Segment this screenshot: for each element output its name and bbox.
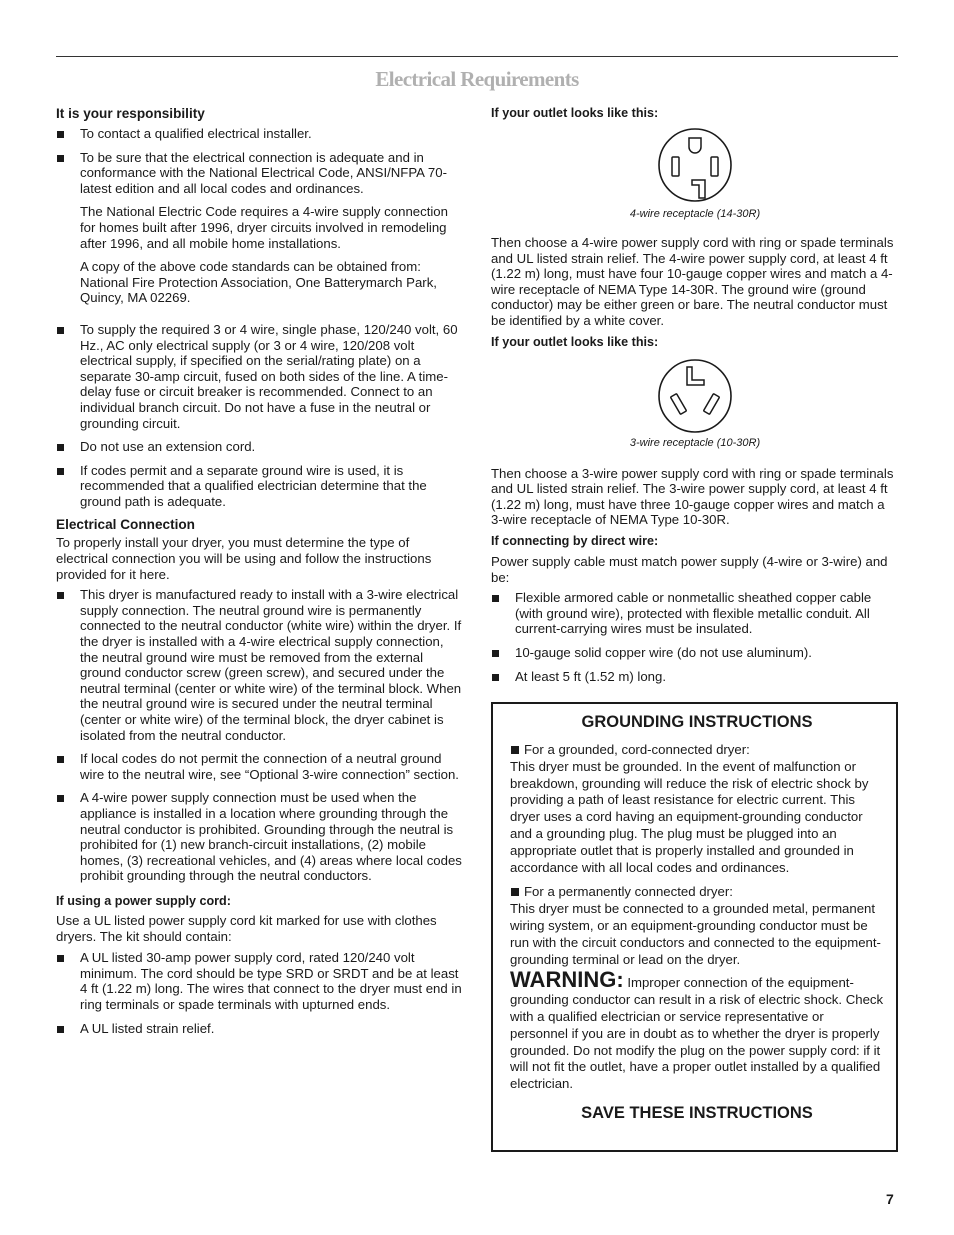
caption-4wire: 4-wire receptacle (14-30R) <box>629 208 761 220</box>
direct-wire-list <box>491 590 899 684</box>
permanent-label: For a permanently connected dryer: <box>510 884 884 901</box>
list-item: A UL listed 30-amp power supply cord, rated 120/240 volt minimum. The cord should be type SRD or SRDT and be at least 4 ft (1.22 m) long. The wires that connect to the dryer must end in ring terminals or spade terminals with upturned ends. <box>56 950 464 1012</box>
list-item: Do not use an extension cord. <box>56 439 464 455</box>
3-wire-receptacle-icon <box>656 357 734 435</box>
list-item: To be sure that the electrical connection is adequate and in conformance with the National Electrical Code, ANSI/NFPA 70-latest edition and all local codes and ordinances. <box>56 150 464 197</box>
responsibility-list <box>56 126 464 196</box>
grounding-instructions-box <box>491 702 898 1152</box>
save-instructions: SAVE THESE INSTRUCTIONS <box>581 1103 813 1122</box>
corded-text: This dryer must be grounded. In the event of malfunction or breakdown, grounding will reduce the risk of electric shock by providing a path of least resistance for electric current. This dryer uses a cord having an equipment-grounding conductor and a grounding plug. The plug must be plugged into an appropriate outlet that is properly installed and grounded in accordance with all local codes and ordinances. <box>510 758 869 875</box>
4-wire-receptacle-icon <box>656 126 734 204</box>
code-copy-note: A copy of the above code standards can be obtained from: National Fire Protection Association, One Batterymarch Park, Quincy, MA 02269. <box>80 259 437 306</box>
list-item: This dryer is manufactured ready to install with a 3-wire electrical supply connection. The neutral ground wire is permanently connected to the neutral conductor (white wire) within the dryer. If the dryer is installed with a 4-wire electrical supply connection, the neutral ground wire must be removed from the external ground conductor screw (green screw), and secured under the neutral terminal (center or white wire) of the terminal block. When the neutral ground wire is secured under the neutral terminal (center or white wire) of the terminal block, the dryer cabinet is isolated from the neutral conductor. <box>56 587 464 743</box>
list-item: To contact a qualified electrical installer. <box>56 126 464 142</box>
warning-text: Improper connection of the equipment-grounding conductor can result in a risk of electric shock. Check with a qualified electrician or service representative or personnel if you are in doubt as to whether the dryer is properly grounded. Do not modify the plug on the power supply cord: if it will not fit the outlet, have a proper outlet installed by a qualified electrician. <box>510 975 884 1092</box>
nec-note: The National Electric Code requires a 4-wire supply connection for homes built after 1996, dryer circuits involved in remodeling after 1996, and all mobile home installations. <box>80 204 448 251</box>
cord-heading: If using a power supply cord: <box>56 893 231 908</box>
list-item: 10-gauge solid copper wire (do not use aluminum). <box>491 645 899 661</box>
caption-3wire: 3-wire receptacle (10-30R) <box>629 436 761 449</box>
list-item: A UL listed strain relief. <box>56 1021 464 1037</box>
list-item: If local codes do not permit the connection of a neutral ground wire to the neutral wire, see “Optional 3-wire connection” section. <box>56 751 464 782</box>
responsibility-list-2 <box>56 322 464 510</box>
left-column <box>56 106 464 1036</box>
outlet-heading-4wire: If your outlet looks like this: <box>491 106 659 120</box>
text-3wire: Then choose a 3-wire power supply cord with ring or spade terminals and UL listed strain relief. The 3-wire power supply cord, at least 4 ft (1.22 m) long, must have three 10-gauge copper wires and match a 3-wire receptacle of NEMA Type 10-30R. <box>491 465 894 528</box>
text-4wire: Then choose a 4-wire power supply cord with ring or spade terminals and UL listed strain relief. The 4-wire power supply cord, at least 4 ft (1.22 m) long, must have four 10-gauge copper wires and match a 4-wire receptacle of NEMA Type 14-30R. The ground wire (ground conductor) may be either green or bare. The neutral conductor must be identified by a white cover. <box>491 235 894 328</box>
warning-paragraph <box>510 967 884 1093</box>
list-item: If codes permit and a separate ground wire is used, it is recommended that a qualified electrician determine that the ground path is adequate. <box>56 463 464 510</box>
list-item: At least 5 ft (1.52 m) long. <box>491 669 899 685</box>
direct-wire-intro: Power supply cable must match power supply (4-wire or 3-wire) and be: <box>491 553 888 585</box>
connection-intro: To properly install your dryer, you must determine the type of electrical connection you will be using and follow the instructions provided for it here. <box>56 535 432 582</box>
list-item: Flexible armored cable or nonmetallic sheathed copper cable (with ground wire), protected with flexible metallic conduit. All current-carrying wires must be insulated. <box>491 590 899 637</box>
right-column <box>491 106 899 684</box>
list-item: To supply the required 3 or 4 wire, single phase, 120/240 volt, 60 Hz., AC only electrical supply (or 3 or 4 wire, 120/208 volt electrical supply, if specified on the serial/rating plate) on a separate 30-amp circuit, fused on both sides of the line. A time-delay fuse or circuit breaker is recommended. Connect to an individual branch circuit. Do not have a fuse in the neutral or grounding circuit. <box>56 322 464 431</box>
grounding-heading: GROUNDING INSTRUCTIONS <box>581 713 813 731</box>
connection-heading: Electrical Connection <box>56 517 195 533</box>
page-number: 7 <box>886 1191 894 1207</box>
connection-list <box>56 587 464 884</box>
cord-list <box>56 950 464 1036</box>
outlet-heading-3wire: If your outlet looks like this: <box>491 334 659 349</box>
top-rule <box>56 56 898 57</box>
cord-intro: Use a UL listed power supply cord kit marked for use with clothes dryers. The kit should contain: <box>56 912 437 944</box>
warning-label: WARNING: <box>510 967 624 993</box>
direct-wire-heading: If connecting by direct wire: <box>491 533 659 548</box>
corded-label: For a grounded, cord-connected dryer: <box>510 742 884 759</box>
list-item: A 4-wire power supply connection must be used when the appliance is installed in a location where grounding through the neutral conductor is prohibited. Grounding through the neutral is prohibited for (1) new branch-circuit installations, (2) mobile homes, (3) recreational vehicles, and (4) areas where local codes prohibit grounding through the neutral conductors. <box>56 790 464 884</box>
page-title: Electrical Requirements <box>375 67 579 91</box>
responsibility-heading: It is your responsibility <box>56 106 205 121</box>
permanent-text: This dryer must be connected to a grounded metal, permanent wiring system, or an equipment-grounding conductor must be run with the circuit conductors and connected to the equipment-grounding terminal or lead on the dryer. <box>510 901 881 967</box>
